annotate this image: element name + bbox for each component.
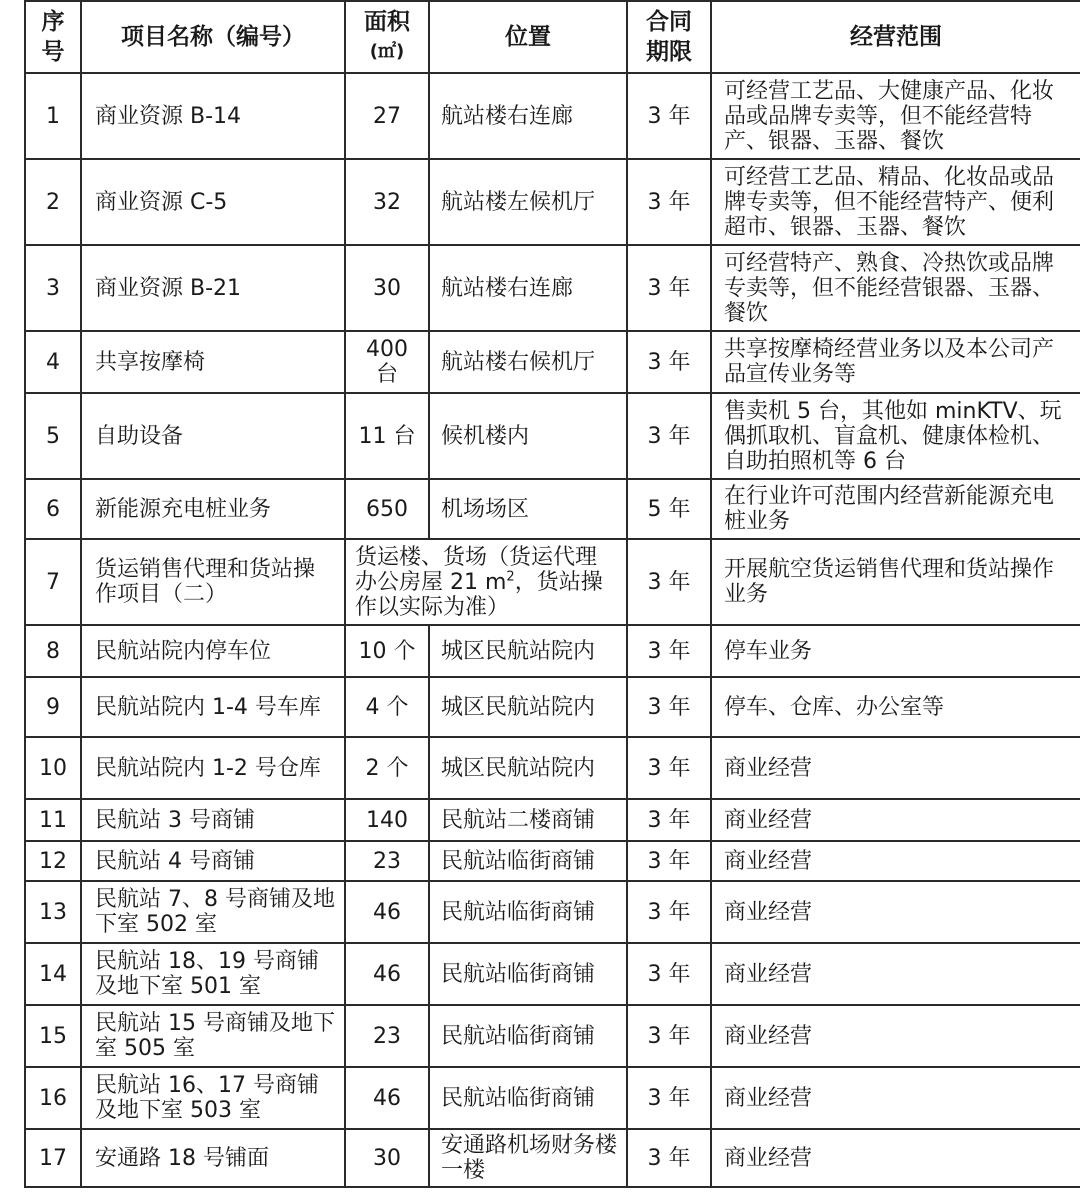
row-area (345, 331, 429, 393)
header-name: 项目名称（编号） (81, 1, 345, 73)
row-scope: 可经营工艺品、大健康产品、化妆品或品牌专卖等，但不能经营特产、银器、玉器、餐饮 (711, 73, 1080, 159)
row-name: 商业资源 B-21 (81, 245, 345, 331)
table-row (25, 539, 1080, 625)
row-area: 46 (345, 881, 429, 943)
row-index: 9 (25, 677, 81, 737)
row-location: 机场场区 (429, 479, 627, 539)
row-area: 46 (345, 1067, 429, 1129)
row-scope: 商业经营 (711, 943, 1080, 1005)
row-name: 安通路 18 号铺面 (81, 1129, 345, 1187)
row-location: 城区民航站院内 (429, 625, 627, 677)
row-index: 16 (25, 1067, 81, 1129)
row-location: 民航站二楼商铺 (429, 799, 627, 841)
row-area: 4 个 (345, 677, 429, 737)
header-scope: 经营范围 (711, 1, 1080, 73)
header-row (25, 1, 1080, 73)
row-scope: 开展航空货运销售代理和货站操作业务 (711, 539, 1080, 625)
table-row (25, 1129, 1080, 1187)
row-term: 3 年 (627, 677, 711, 737)
row-location: 民航站临街商铺 (429, 1005, 627, 1067)
row-scope: 商业经营 (711, 737, 1080, 799)
row-scope: 停车业务 (711, 625, 1080, 677)
row-area: 2 个 (345, 737, 429, 799)
row-location: 航站楼右连廊 (429, 245, 627, 331)
row-name: 民航站 16、17 号商铺及地下室 503 室 (81, 1067, 345, 1129)
row-scope: 共享按摩椅经营业务以及本公司产品宣传业务等 (711, 331, 1080, 393)
row-index: 7 (25, 539, 81, 625)
header-area (345, 1, 429, 73)
row-area-location-text-a: 货运楼、货场（货运代理办公房屋 21 m (355, 544, 598, 595)
row-index: 2 (25, 159, 81, 245)
table-row (25, 73, 1080, 159)
row-area-location-text-b: ，货站操作以实际为准） (355, 569, 603, 620)
row-term: 3 年 (627, 539, 711, 625)
row-index: 1 (25, 73, 81, 159)
row-term: 3 年 (627, 1129, 711, 1187)
row-location: 民航站临街商铺 (429, 881, 627, 943)
row-index: 14 (25, 943, 81, 1005)
table-row (25, 159, 1080, 245)
header-location: 位置 (429, 1, 627, 73)
table-row (25, 881, 1080, 943)
table-row (25, 841, 1080, 881)
row-scope: 在行业许可范围内经营新能源充电桩业务 (711, 479, 1080, 539)
row-location: 航站楼右候机厅 (429, 331, 627, 393)
row-index: 5 (25, 393, 81, 479)
row-index: 15 (25, 1005, 81, 1067)
row-scope: 商业经营 (711, 799, 1080, 841)
row-name: 民航站 15 号商铺及地下室 505 室 (81, 1005, 345, 1067)
table-row (25, 799, 1080, 841)
row-term: 5 年 (627, 479, 711, 539)
row-area: 650 (345, 479, 429, 539)
row-term: 3 年 (627, 1067, 711, 1129)
row-location: 民航站临街商铺 (429, 841, 627, 881)
row-area-location-sup: 2 (506, 569, 515, 585)
row-area: 30 (345, 245, 429, 331)
row-location: 候机楼内 (429, 393, 627, 479)
row-area: 27 (345, 73, 429, 159)
table-row (25, 737, 1080, 799)
row-name: 货运销售代理和货站操作项目（二） (81, 539, 345, 625)
row-index: 8 (25, 625, 81, 677)
row-scope: 停车、仓库、办公室等 (711, 677, 1080, 737)
row-name: 民航站院内 1-4 号车库 (81, 677, 345, 737)
row-scope: 可经营特产、熟食、冷热饮或品牌专卖等，但不能经营银器、玉器、餐饮 (711, 245, 1080, 331)
table-row (25, 393, 1080, 479)
row-term: 3 年 (627, 881, 711, 943)
row-area: 30 (345, 1129, 429, 1187)
row-index: 12 (25, 841, 81, 881)
row-name: 民航站院内 1-2 号仓库 (81, 737, 345, 799)
table-row (25, 245, 1080, 331)
table-row (25, 1005, 1080, 1067)
row-term: 3 年 (627, 159, 711, 245)
row-location: 航站楼左候机厅 (429, 159, 627, 245)
row-index: 3 (25, 245, 81, 331)
header-term (627, 1, 711, 73)
header-term-label: 合同期限 (646, 9, 692, 65)
table-row (25, 479, 1080, 539)
row-term: 3 年 (627, 799, 711, 841)
row-term: 3 年 (627, 943, 711, 1005)
row-scope: 可经营工艺品、精品、化妆品或品牌专卖等，但不能经营特产、便利超市、银器、玉器、餐饮 (711, 159, 1080, 245)
row-area-text: 400 台 (366, 337, 408, 387)
row-area: 140 (345, 799, 429, 841)
row-scope: 商业经营 (711, 881, 1080, 943)
row-term: 3 年 (627, 841, 711, 881)
row-location: 民航站临街商铺 (429, 1067, 627, 1129)
table-row (25, 943, 1080, 1005)
row-scope: 商业经营 (711, 1067, 1080, 1129)
table-row (25, 677, 1080, 737)
row-area-location (345, 539, 627, 625)
row-term: 3 年 (627, 393, 711, 479)
row-area: 23 (345, 841, 429, 881)
table-row (25, 331, 1080, 393)
row-index: 10 (25, 737, 81, 799)
row-scope: 商业经营 (711, 1129, 1080, 1187)
row-location: 城区民航站院内 (429, 737, 627, 799)
row-term: 3 年 (627, 245, 711, 331)
row-name: 民航站院内停车位 (81, 625, 345, 677)
table-row (25, 625, 1080, 677)
row-location: 城区民航站院内 (429, 677, 627, 737)
row-term: 3 年 (627, 1005, 711, 1067)
row-location: 航站楼右连廊 (429, 73, 627, 159)
row-scope: 商业经营 (711, 1005, 1080, 1067)
row-index: 4 (25, 331, 81, 393)
row-index: 17 (25, 1129, 81, 1187)
project-table (24, 0, 1080, 1188)
row-name: 商业资源 C-5 (81, 159, 345, 245)
row-name: 民航站 7、8 号商铺及地下室 502 室 (81, 881, 345, 943)
row-name: 自助设备 (81, 393, 345, 479)
row-term: 3 年 (627, 331, 711, 393)
row-name: 民航站 4 号商铺 (81, 841, 345, 881)
row-area: 32 (345, 159, 429, 245)
header-index (25, 1, 81, 73)
row-index: 11 (25, 799, 81, 841)
header-index-label: 序号 (41, 9, 65, 65)
row-index: 6 (25, 479, 81, 539)
row-area: 11 台 (345, 393, 429, 479)
header-area-label: 面积 (364, 9, 410, 35)
row-location: 民航站临街商铺 (429, 943, 627, 1005)
row-name: 商业资源 B-14 (81, 73, 345, 159)
row-area: 10 个 (345, 625, 429, 677)
row-area: 46 (345, 943, 429, 1005)
row-name: 共享按摩椅 (81, 331, 345, 393)
row-name: 民航站 3 号商铺 (81, 799, 345, 841)
row-scope: 售卖机 5 台，其他如 minKTV、玩偶抓取机、盲盒机、健康体检机、自助拍照机等 6 台 (711, 393, 1080, 479)
row-term: 3 年 (627, 73, 711, 159)
row-term: 3 年 (627, 625, 711, 677)
header-area-unit: (㎡) (369, 41, 405, 62)
row-name: 新能源充电桩业务 (81, 479, 345, 539)
table-row (25, 1067, 1080, 1129)
row-term: 3 年 (627, 737, 711, 799)
row-index: 13 (25, 881, 81, 943)
row-location: 安通路机场财务楼一楼 (429, 1129, 627, 1187)
row-scope: 商业经营 (711, 841, 1080, 881)
row-area: 23 (345, 1005, 429, 1067)
row-name: 民航站 18、19 号商铺及地下室 501 室 (81, 943, 345, 1005)
